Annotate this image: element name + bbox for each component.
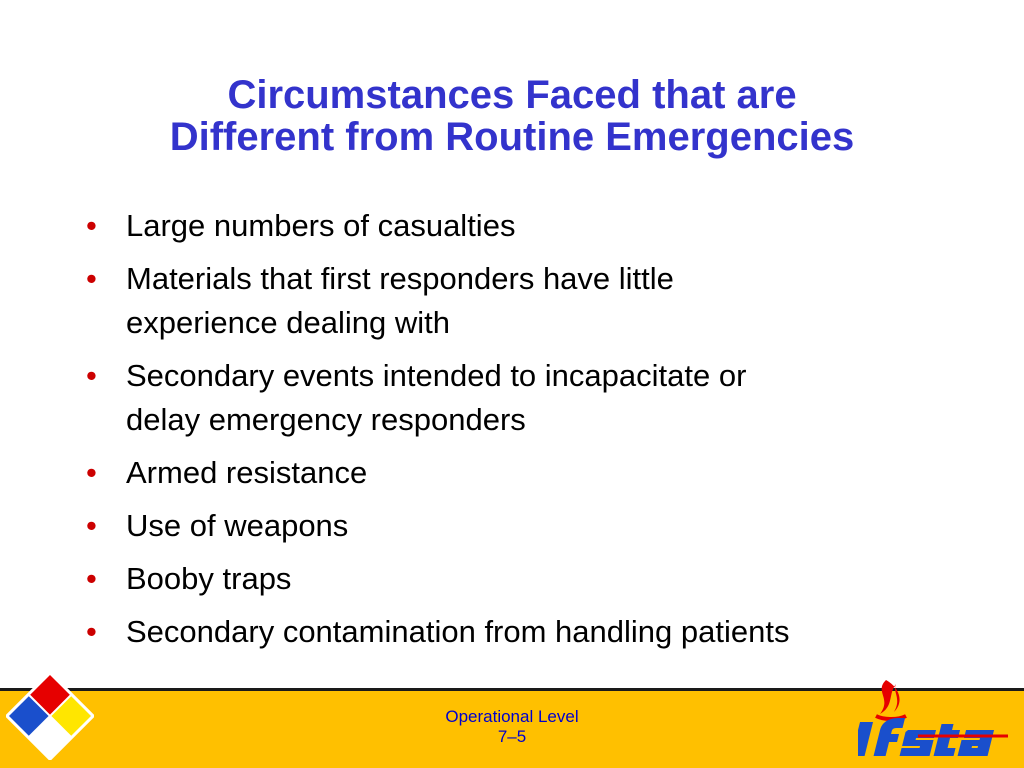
- bullet-text: Armed resistance: [126, 455, 368, 490]
- bullet-marker: •: [86, 358, 97, 393]
- bullet-marker: •: [86, 508, 97, 543]
- nfpa-hazard-diamond-icon: [6, 672, 94, 760]
- bullet-list: [86, 204, 986, 663]
- footer-page-number: 7–5: [497, 727, 527, 746]
- bullet-marker: •: [86, 208, 97, 243]
- bullet-text: Secondary contamination from handling patients: [126, 614, 790, 649]
- bullet-item: [86, 204, 986, 248]
- bullet-text-continued: delay emergency responders: [126, 402, 526, 437]
- ifsta-logo: [858, 674, 1018, 764]
- footer-level: Operational Level: [445, 707, 579, 726]
- title-line-1: Circumstances Faced that are: [227, 73, 797, 117]
- bullet-text: Large numbers of casualties: [126, 208, 516, 243]
- bullet-item: [86, 610, 986, 654]
- bullet-item: [86, 504, 986, 548]
- bullet-marker: •: [86, 614, 97, 649]
- bullet-text: Booby traps: [126, 561, 292, 596]
- bullet-text: Materials that first responders have little: [126, 261, 674, 296]
- bullet-item: [86, 354, 986, 442]
- bullet-text-continued: experience dealing with: [126, 305, 450, 340]
- slide-title: [0, 74, 1024, 158]
- bullet-text: Use of weapons: [126, 508, 349, 543]
- bullet-text: Secondary events intended to incapacitate or: [126, 358, 747, 393]
- bullet-marker: •: [86, 261, 97, 296]
- bullet-item: [86, 451, 986, 495]
- bullet-item: [86, 557, 986, 601]
- title-line-2: Different from Routine Emergencies: [169, 115, 855, 159]
- bullet-marker: •: [86, 455, 97, 490]
- bullet-marker: •: [86, 561, 97, 596]
- bullet-item: [86, 257, 986, 345]
